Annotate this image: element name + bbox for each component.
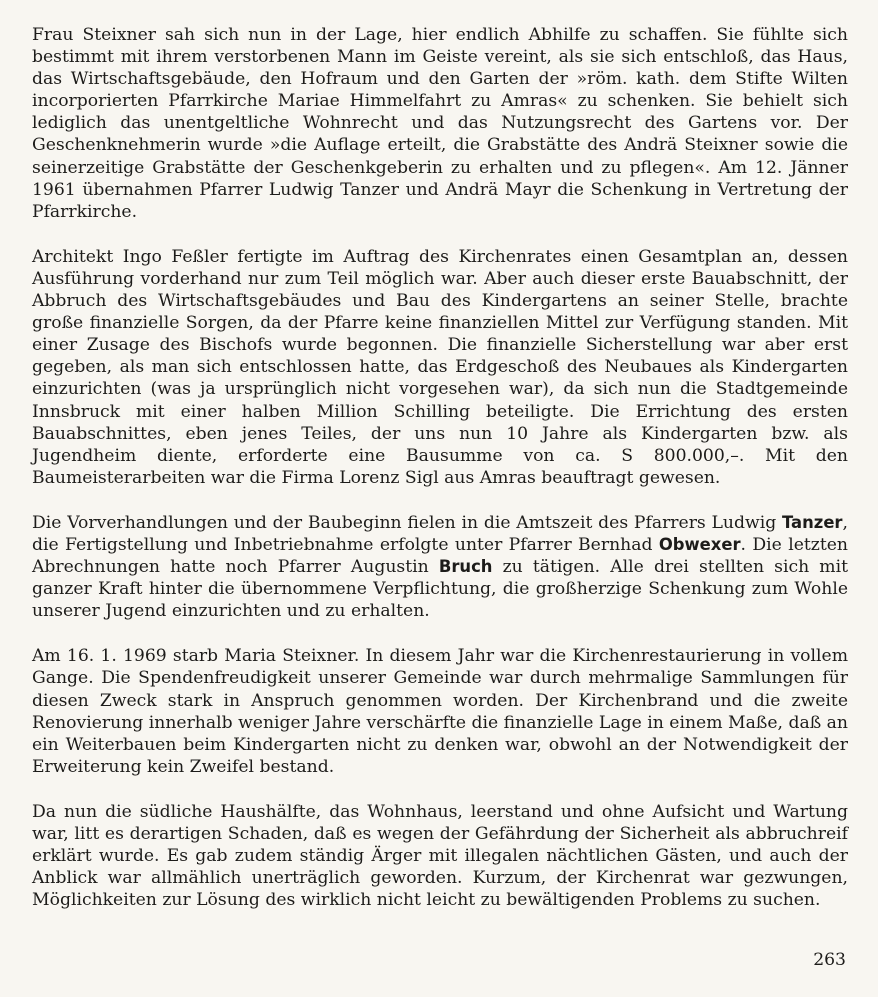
paragraph — [32, 645, 848, 778]
paragraph — [32, 512, 848, 622]
name-tanzer: Tanzer — [781, 512, 843, 532]
paragraph-text: Die Vorverhandlungen und der Baubeginn fielen in die Amtszeit des Pfarrers Ludwig — [32, 512, 782, 533]
paragraph-text: , die Fertigstellung und Inbetriebnahme erfolgte unter Pfarrer Bernhad — [32, 512, 848, 555]
name-obwexer: Obwexer — [658, 534, 741, 554]
paragraph-text: Frau Steixner sah sich nun in der Lage, hier endlich Abhilfe zu schaffen. Sie fühlte sich bestimmt mit ihrem verstorbenen Mann im Geiste vereint, als sie sich entschloß, das Haus, das Wirtschaftsgebäude, den Hofraum und den Garten der »röm. kath. dem Stifte Wilten incorporierten Pfarrkirche Mariae Himmelfahrt zu Amras« zu schenken. Sie behielt sich lediglich das unentgeltliche Wohnrecht und das Nutzungsrecht des Gartens vor. Der Geschenknehmerin wurde »die Auflage erteilt, die Grabstätte des Andrä Steixner sowie die seinerzeitige Grabstätte der Geschenkgeberin zu erhalten und zu pflegen«. Am 12. Jänner 1961 übernahmen Pfarrer Ludwig Tanzer und Andrä Mayr die Schenkung in Vertretung der Pfarrkirche. — [32, 25, 848, 222]
page-number: 263 — [813, 950, 846, 970]
paragraph — [32, 246, 848, 489]
paragraph-text: zu tätigen. Alle drei stellten sich mit ganzer Kraft hinter die übernommene Verpflichtung, die großherzige Schenkung zum Wohle unserer Jugend einzurichten und zu erhalten. — [32, 557, 848, 622]
paragraph-text: Da nun die südliche Haushälfte, das Wohnhaus, leerstand und ohne Aufsicht und Wartung war, litt es derartigen Schaden, daß es wegen der Gefährdung der Sicherheit als abbruchreif erklärt wurde. Es gab zudem ständig Ärger mit illegalen nächtlichen Gästen, und auch der Anblick war allmählich unerträglich geworden. Kurzum, der Kirchenrat war gezwungen, Möglichkeiten zur Lösung des wirklich nicht leicht zu bewältigenden Problems zu suchen. — [32, 801, 848, 911]
page-body — [32, 24, 848, 934]
name-bruch: Bruch — [438, 557, 493, 577]
paragraph — [32, 24, 848, 223]
paragraph-text: . Die letzten Abrechnungen hatte noch Pfarrer Augustin — [32, 534, 848, 578]
paragraph-text: Architekt Ingo Feßler fertigte im Auftrag des Kirchenrates einen Gesamtplan an, dessen Ausführung vorderhand nur zum Teil möglich war. Aber auch dieser erste Bauabschnitt, der Abbruch des Wirtschaftsgebäudes und Bau des Kindergartens an seiner Stelle, brachte große finanzielle Sorgen, da der Pfarre keine finanziellen Mittel zur Verfügung standen. Mit einer Zusage des Bischofs wurde begonnen. Die finanzielle Sicherstellung war aber erst gegeben, als man sich entschlossen hatte, das Erdgeschoß des Neubaues als Kindergarten einzurichten (was ja ursprünglich nicht vorgesehen war), da sich nun die Stadtgemeinde Innsbruck mit einer halben Million Schilling beteiligte. Die Errichtung des ersten Bauabschnittes, eben jenes Teiles, der uns nun 10 Jahre als Kindergarten bzw. als Jugendheim diente, erforderte eine Bausumme von ca. S 800.000,–. Mit den Baumeisterarbeiten war die Firma Lorenz Sigl aus Amras beauftragt gewesen. — [32, 246, 848, 488]
paragraph-text: Am 16. 1. 1969 starb Maria Steixner. In diesem Jahr war die Kirchenrestaurierung in vollem Gange. Die Spendenfreudigkeit unserer Gemeinde war durch mehrmalige Sammlungen für diesen Zweck stark in Anspruch genommen worden. Der Kirchenbrand und die zweite Renovierung innerhalb weniger Jahre verschärfte die finanzielle Lage in einem Maße, daß an ein Weiterbauen beim Kindergarten nicht zu denken war, obwohl an der Notwendigkeit der Erweiterung kein Zweifel bestand. — [32, 646, 848, 777]
paragraph — [32, 801, 848, 911]
